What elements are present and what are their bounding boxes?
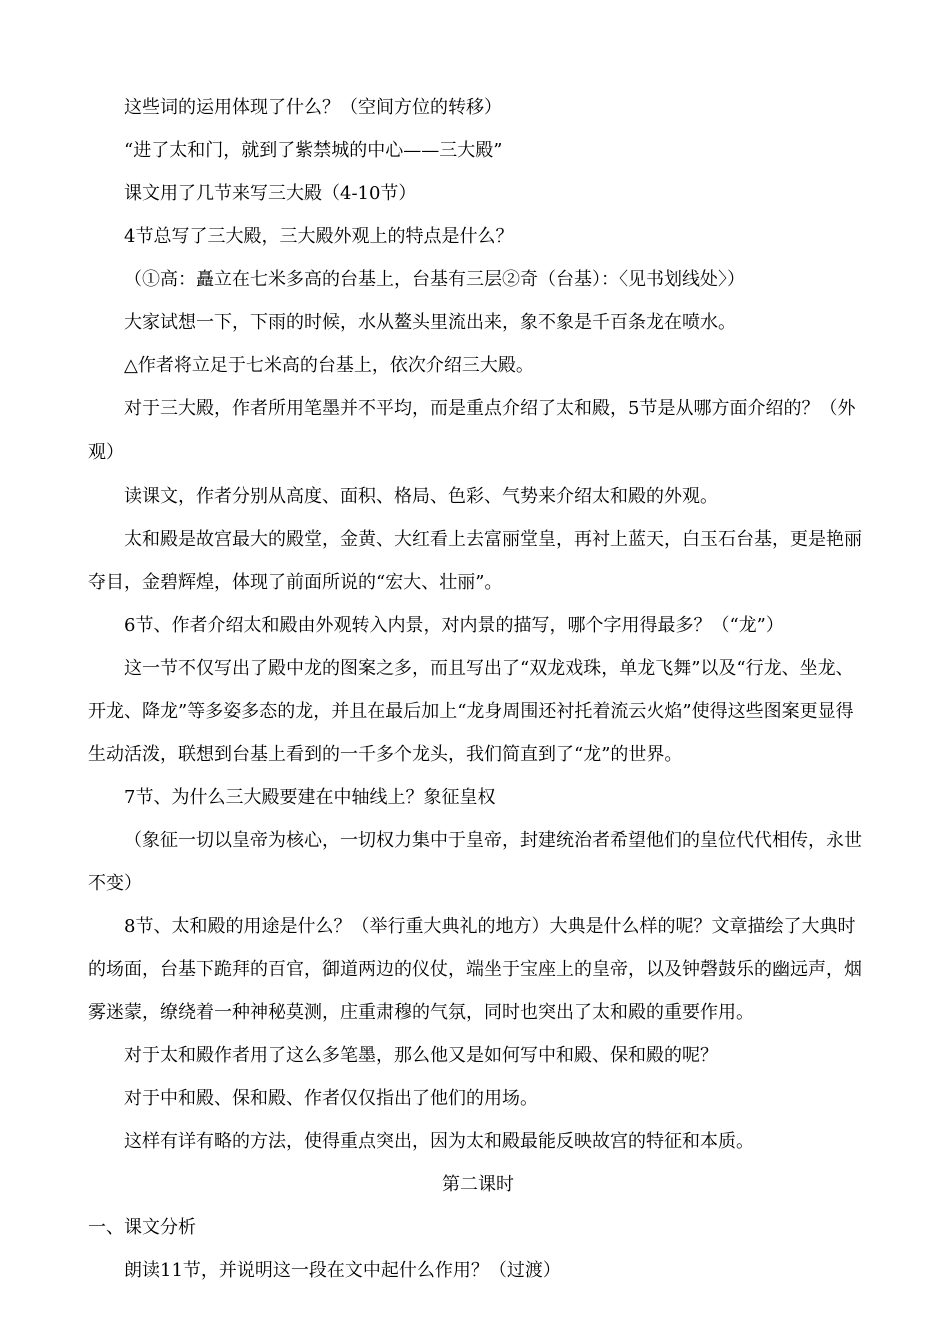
paragraph: （①高：矗立在七米多高的台基上，台基有三层②奇（台基）：〈见书划线处〉） (124, 269, 745, 290)
paragraph: 对于太和殿作者用了这么多笔墨，那么他又是如何写中和殿、保和殿的呢？ (124, 1045, 718, 1066)
paragraph: 这一节不仅写出了殿中龙的图案之多，而且写出了“双龙戏珠，单龙飞舞”以及“行龙、坐龙、开龙、降龙”等多姿多态的龙，并且在最后加上“龙身周围还衬托着流云火焰”使得这些图案更显得生动活泼，联想到台基上看到的一千多个龙头，我们简直到了“龙”的世界。 (88, 658, 854, 765)
paragraph: “进了太和门，就到了紫禁城的中心——三大殿” (124, 140, 503, 161)
paragraph: 8节、太和殿的用途是什么？（举行重大典礼的地方）大典是什么样的呢？文章描绘了大典时的场面，台基下跪拜的百官，御道两边的仪仗，端坐于宝座上的皇帝，以及钟磬鼓乐的幽远声，烟雾迷蒙，缭绕着一种神秘莫测，庄重肃穆的气氛，同时也突出了太和殿的重要作用。 (88, 916, 862, 1023)
paragraph: △作者将立足于七米高的台基上，依次介绍三大殿。 (124, 355, 534, 376)
section-title: 第二课时 (442, 1174, 514, 1195)
paragraph: 对于中和殿、保和殿、作者仅仅指出了他们的用场。 (124, 1088, 538, 1109)
paragraph: （象征一切以皇帝为核心，一切权力集中于皇帝，封建统治者希望他们的皇位代代相传，永世不变） (88, 830, 862, 894)
paragraph: 大家试想一下，下雨的时候，水从鳌头里流出来，象不象是千百条龙在喷水。 (124, 312, 736, 333)
paragraph: 7节、为什么三大殿要建在中轴线上？象征皇权 (124, 787, 496, 808)
paragraph: 对于三大殿，作者所用笔墨并不平均，而是重点介绍了太和殿，5节是从哪方面介绍的？（外观） (88, 398, 856, 463)
section-heading: 一、课文分析 (88, 1217, 196, 1238)
paragraph: 这样有详有略的方法，使得重点突出，因为太和殿最能反映故宫的特征和本质。 (124, 1131, 754, 1152)
paragraph: 朗读11节，并说明这一段在文中起什么作用？（过渡） (124, 1260, 561, 1281)
paragraph: 6节、作者介绍太和殿由外观转入内景，对内景的描写，哪个字用得最多？（“龙”） (124, 615, 784, 636)
paragraph: 读课文，作者分别从高度、面积、格局、色彩、气势来介绍太和殿的外观。 (124, 486, 718, 507)
paragraph: 课文用了几节来写三大殿（4-10节） (124, 183, 417, 204)
document-page (88, 96, 868, 1302)
paragraph: 太和殿是故宫最大的殿堂，金黄、大红看上去富丽堂皇，再衬上蓝天，白玉石台基，更是艳丽夺目，金碧辉煌，体现了前面所说的“宏大、壮丽”。 (88, 529, 862, 593)
paragraph: 这些词的运用体现了什么？（空间方位的转移） (124, 97, 502, 118)
paragraph: 4节总写了三大殿，三大殿外观上的特点是什么？ (124, 226, 514, 247)
